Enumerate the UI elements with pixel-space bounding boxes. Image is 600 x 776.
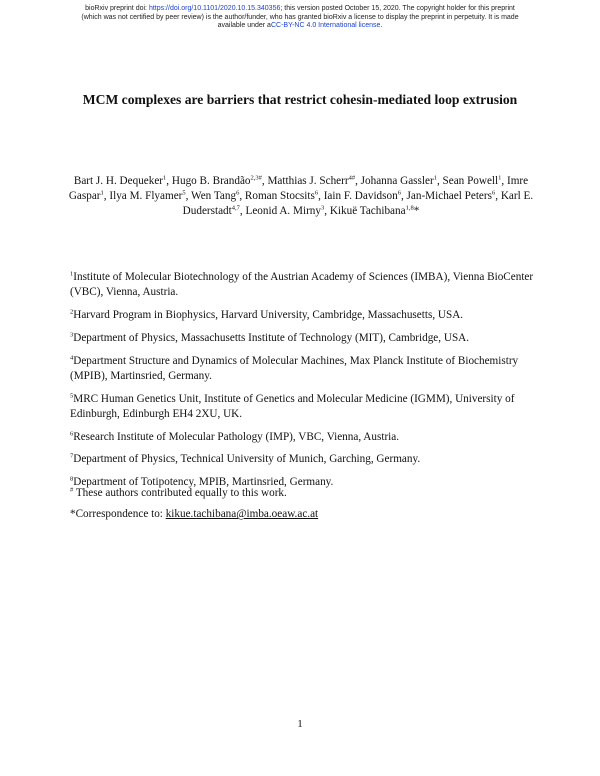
affiliation: $^2$Harvard Program in Biophysics, Harvard University, Cambridge, Massachusetts, USA. [70,308,464,321]
affiliation-list [70,270,540,498]
correspondence-email-link[interactable]: kikue.tachibana@imba.oeaw.ac.at [165,508,319,521]
license-link[interactable]: CC-BY-NC 4.0 International license [270,22,381,30]
doi-link[interactable]: https://doi.org/10.1101/2020.10.15.340356 [148,5,281,12]
author: Roman Stocsits$^6$, [244,189,324,203]
affiliation: $^4$Department Structure and Dynamics of Molecular Machines, Max Planck Institute of Biochemistry (MPIB), Martinsried, Germany. [70,353,519,382]
author: Leonid A. Mirny$^3$, [245,204,330,218]
author-list [62,174,540,220]
author: Hugo B. Brandão$^{2,3\#}$, [171,174,268,187]
correspondence-note: *Correspondence to: kikue.tachibana@imba.oeaw.ac.at [70,508,319,521]
affiliation: $^1$Institute of Molecular Biotechnology of the Austrian Academy of Sciences (IMBA), Vienna BioCenter (VBC), Vienna, Austria. [70,270,534,299]
page-number: 1 [297,718,303,730]
affiliation: $^5$MRC Human Genetics Unit, Institute of Genetics and Molecular Medicine (IGMM), University of Edinburgh, Edinburgh EH4 2XU, UK. [70,391,515,420]
author: Matthias J. Scherr$^{4\#}$, [267,174,361,187]
affiliation: $^7$Department of Physics, Technical University of Munich, Garching, Germany. [70,452,421,466]
affiliation: $^6$Research Institute of Molecular Pathology (IMP), VBC, Vienna, Austria. [70,429,400,443]
notice-line3-prefix: available under a [217,22,271,30]
author: Bart J. H. Dequeker$^1$, [73,174,172,187]
author: Kikuë Tachibana$^{1,8}$* [329,204,420,218]
author-notes [70,486,540,528]
author: Wen Tang$^6$, [191,189,245,203]
author: Johanna Gassler$^1$, [360,174,443,187]
affiliation: $^8$Department of Totipotency, MPIB, Martinsried, Germany. [70,475,334,489]
author: Jan-Michael Peters$^6$, [406,189,501,203]
notice-line2: (which was not certified by peer review) is the author/funder, who has granted bioRxiv a license to display the preprint in perpetuity. It is made [81,13,519,21]
preprint-notice [40,5,560,31]
notice-line3-suffix: . [380,22,383,30]
equal-contribution-note: # These authors contributed equally to this work. [70,486,287,499]
author: Imre Gaspar$^1$, [68,175,529,203]
author: Ilya M. Flyamer$^5$, [109,189,192,203]
affiliation: $^3$Department of Physics, Massachusetts Institute of Technology (MIT), Cambridge, USA. [70,331,470,344]
author: Sean Powell$^1$, [442,174,507,187]
notice-line1-prefix: bioRxiv preprint doi: [85,5,149,12]
author: Karl E. Duderstadt$^{4,7}$, [182,190,534,218]
notice-line1-suffix: ; this version posted October 15, 2020. The copyright holder for this preprint [280,5,515,12]
author: Iain F. Davidson$^6$, [323,189,407,203]
paper-title: MCM complexes are barriers that restrict cohesin-mediated loop extrusion [82,92,518,107]
